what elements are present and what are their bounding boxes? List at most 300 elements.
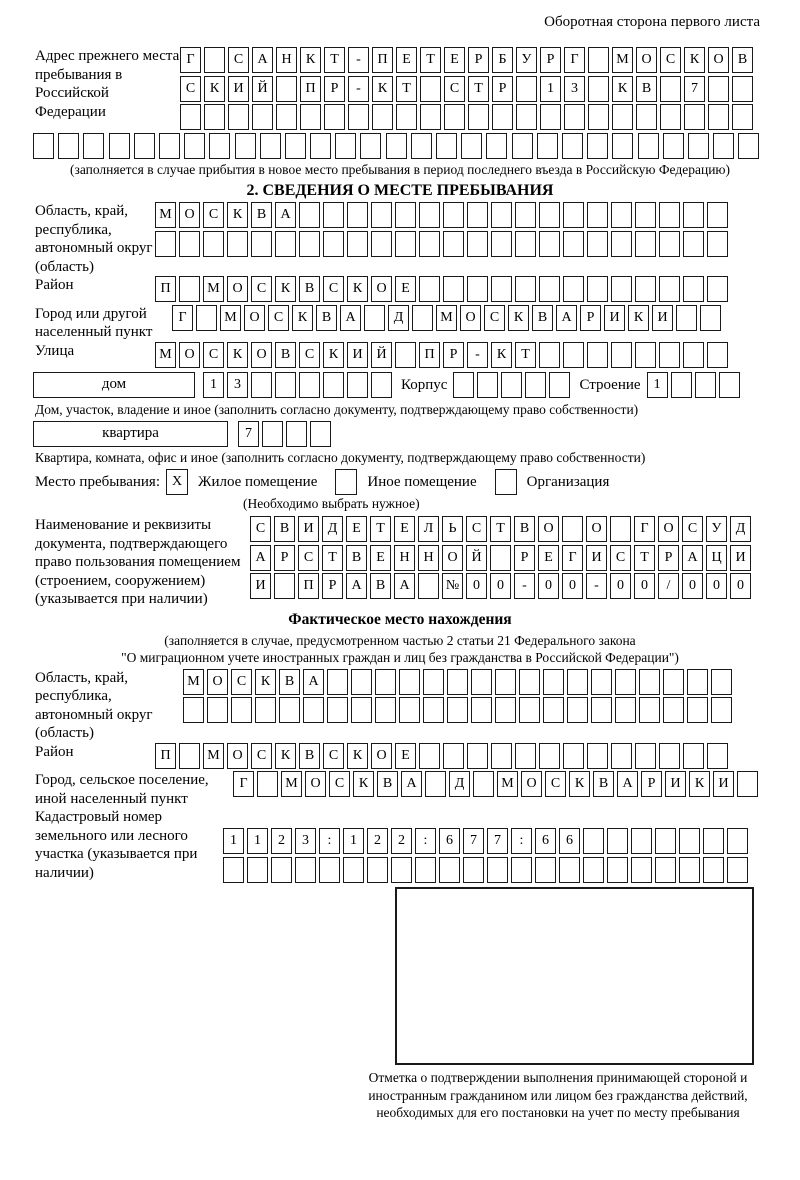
form-cell[interactable] bbox=[276, 104, 297, 130]
form-cell[interactable]: 7 bbox=[238, 421, 259, 447]
form-cell[interactable]: К bbox=[275, 276, 296, 302]
form-cell[interactable] bbox=[310, 421, 331, 447]
form-cell[interactable] bbox=[559, 857, 580, 883]
form-cell[interactable]: С bbox=[299, 342, 320, 368]
form-cell[interactable] bbox=[347, 372, 368, 398]
form-cell[interactable] bbox=[607, 828, 628, 854]
form-cell[interactable] bbox=[564, 104, 585, 130]
form-cell[interactable] bbox=[679, 857, 700, 883]
form-cell[interactable]: 1 bbox=[540, 76, 561, 102]
form-cell[interactable] bbox=[543, 697, 564, 723]
form-cell[interactable]: А bbox=[394, 573, 415, 599]
form-cell[interactable] bbox=[299, 202, 320, 228]
form-cell[interactable] bbox=[516, 76, 537, 102]
form-cell[interactable] bbox=[348, 104, 369, 130]
form-cell[interactable] bbox=[495, 697, 516, 723]
form-cell[interactable] bbox=[635, 276, 656, 302]
form-cell[interactable] bbox=[477, 372, 498, 398]
form-cell[interactable] bbox=[708, 104, 729, 130]
form-cell[interactable]: Е bbox=[346, 516, 367, 542]
form-cell[interactable] bbox=[371, 202, 392, 228]
form-cell[interactable]: 7 bbox=[684, 76, 705, 102]
form-cell[interactable]: П bbox=[300, 76, 321, 102]
form-cell[interactable]: К bbox=[684, 47, 705, 73]
form-cell[interactable] bbox=[395, 342, 416, 368]
form-cell[interactable] bbox=[399, 669, 420, 695]
form-cell[interactable]: А bbox=[556, 305, 577, 331]
form-cell[interactable]: И bbox=[665, 771, 686, 797]
form-cell[interactable]: В bbox=[532, 305, 553, 331]
form-cell[interactable]: И bbox=[586, 545, 607, 571]
form-cell[interactable]: Р bbox=[540, 47, 561, 73]
form-cell[interactable]: 0 bbox=[634, 573, 655, 599]
form-cell[interactable] bbox=[467, 276, 488, 302]
form-cell[interactable] bbox=[467, 231, 488, 257]
form-cell[interactable]: - bbox=[586, 573, 607, 599]
form-cell[interactable] bbox=[738, 133, 759, 159]
form-cell[interactable]: Т bbox=[324, 47, 345, 73]
form-cell[interactable] bbox=[372, 104, 393, 130]
form-cell[interactable] bbox=[375, 697, 396, 723]
form-cell[interactable] bbox=[155, 231, 176, 257]
form-cell[interactable] bbox=[611, 202, 632, 228]
form-cell[interactable]: О bbox=[251, 342, 272, 368]
form-cell[interactable]: А bbox=[340, 305, 361, 331]
form-cell[interactable]: В bbox=[370, 573, 391, 599]
form-cell[interactable]: А bbox=[682, 545, 703, 571]
form-cell[interactable]: К bbox=[508, 305, 529, 331]
form-cell[interactable] bbox=[707, 231, 728, 257]
form-cell[interactable]: А bbox=[275, 202, 296, 228]
form-cell[interactable] bbox=[375, 669, 396, 695]
form-cell[interactable] bbox=[492, 104, 513, 130]
form-cell[interactable] bbox=[134, 133, 155, 159]
form-cell[interactable]: 1 bbox=[223, 828, 244, 854]
form-cell[interactable] bbox=[420, 76, 441, 102]
form-cell[interactable]: А bbox=[250, 545, 271, 571]
form-cell[interactable] bbox=[703, 857, 724, 883]
form-cell[interactable] bbox=[549, 372, 570, 398]
form-cell[interactable]: Г bbox=[562, 545, 583, 571]
form-cell[interactable] bbox=[467, 743, 488, 769]
form-cell[interactable] bbox=[676, 305, 697, 331]
form-cell[interactable]: 6 bbox=[559, 828, 580, 854]
form-cell[interactable] bbox=[515, 743, 536, 769]
form-cell[interactable] bbox=[687, 669, 708, 695]
form-cell[interactable] bbox=[419, 743, 440, 769]
form-cell[interactable] bbox=[615, 697, 636, 723]
form-cell[interactable] bbox=[295, 857, 316, 883]
form-cell[interactable]: В bbox=[279, 669, 300, 695]
form-cell[interactable]: С bbox=[251, 276, 272, 302]
form-cell[interactable] bbox=[453, 372, 474, 398]
form-cell[interactable]: В bbox=[274, 516, 295, 542]
form-cell[interactable]: К bbox=[569, 771, 590, 797]
form-cell[interactable] bbox=[180, 104, 201, 130]
form-cell[interactable] bbox=[588, 47, 609, 73]
form-cell[interactable] bbox=[708, 76, 729, 102]
form-cell[interactable] bbox=[543, 669, 564, 695]
form-cell[interactable] bbox=[399, 697, 420, 723]
form-cell[interactable] bbox=[683, 202, 704, 228]
form-cell[interactable]: В bbox=[275, 342, 296, 368]
form-cell[interactable] bbox=[209, 133, 230, 159]
form-cell[interactable]: Г bbox=[564, 47, 585, 73]
form-cell[interactable]: Н bbox=[394, 545, 415, 571]
form-cell[interactable] bbox=[347, 231, 368, 257]
form-cell[interactable] bbox=[631, 857, 652, 883]
form-cell[interactable]: Р bbox=[580, 305, 601, 331]
form-cell[interactable]: Е bbox=[396, 47, 417, 73]
stay-type-checkbox-organization[interactable] bbox=[495, 469, 517, 495]
form-cell[interactable]: Е bbox=[444, 47, 465, 73]
form-cell[interactable] bbox=[683, 342, 704, 368]
form-cell[interactable] bbox=[707, 342, 728, 368]
form-cell[interactable]: С bbox=[545, 771, 566, 797]
form-cell[interactable] bbox=[227, 231, 248, 257]
form-cell[interactable] bbox=[687, 697, 708, 723]
form-cell[interactable] bbox=[659, 743, 680, 769]
form-cell[interactable] bbox=[179, 276, 200, 302]
form-cell[interactable]: 7 bbox=[487, 828, 508, 854]
form-cell[interactable]: С bbox=[180, 76, 201, 102]
form-cell[interactable]: С bbox=[660, 47, 681, 73]
form-cell[interactable] bbox=[631, 828, 652, 854]
form-cell[interactable]: Г bbox=[180, 47, 201, 73]
form-cell[interactable]: С bbox=[268, 305, 289, 331]
form-cell[interactable] bbox=[703, 828, 724, 854]
form-cell[interactable]: 0 bbox=[490, 573, 511, 599]
form-cell[interactable] bbox=[423, 697, 444, 723]
form-cell[interactable]: П bbox=[419, 342, 440, 368]
form-cell[interactable]: С bbox=[298, 545, 319, 571]
apartment-type-box[interactable]: квартира bbox=[33, 421, 228, 447]
form-cell[interactable] bbox=[279, 697, 300, 723]
form-cell[interactable] bbox=[420, 104, 441, 130]
form-cell[interactable] bbox=[235, 133, 256, 159]
form-cell[interactable] bbox=[727, 857, 748, 883]
form-cell[interactable]: 3 bbox=[227, 372, 248, 398]
form-cell[interactable]: / bbox=[658, 573, 679, 599]
form-cell[interactable] bbox=[443, 202, 464, 228]
form-cell[interactable]: П bbox=[155, 276, 176, 302]
form-cell[interactable]: С bbox=[228, 47, 249, 73]
form-cell[interactable] bbox=[537, 133, 558, 159]
form-cell[interactable]: 0 bbox=[682, 573, 703, 599]
form-cell[interactable]: С bbox=[323, 743, 344, 769]
form-cell[interactable]: О bbox=[371, 276, 392, 302]
form-cell[interactable]: С bbox=[203, 342, 224, 368]
form-cell[interactable]: 1 bbox=[647, 372, 668, 398]
form-cell[interactable]: Т bbox=[468, 76, 489, 102]
form-cell[interactable] bbox=[203, 231, 224, 257]
form-cell[interactable]: В bbox=[251, 202, 272, 228]
form-cell[interactable]: 0 bbox=[706, 573, 727, 599]
form-cell[interactable]: С bbox=[250, 516, 271, 542]
form-cell[interactable]: 2 bbox=[367, 828, 388, 854]
form-cell[interactable]: С bbox=[444, 76, 465, 102]
form-cell[interactable]: М bbox=[612, 47, 633, 73]
form-cell[interactable] bbox=[587, 202, 608, 228]
form-cell[interactable] bbox=[386, 133, 407, 159]
form-cell[interactable] bbox=[255, 697, 276, 723]
form-cell[interactable] bbox=[587, 133, 608, 159]
form-cell[interactable] bbox=[323, 372, 344, 398]
form-cell[interactable]: О bbox=[658, 516, 679, 542]
form-cell[interactable]: 6 bbox=[439, 828, 460, 854]
form-cell[interactable] bbox=[247, 857, 268, 883]
form-cell[interactable] bbox=[515, 276, 536, 302]
form-cell[interactable]: 3 bbox=[564, 76, 585, 102]
form-cell[interactable] bbox=[495, 669, 516, 695]
form-cell[interactable] bbox=[183, 697, 204, 723]
form-cell[interactable]: Б bbox=[492, 47, 513, 73]
form-cell[interactable]: О bbox=[442, 545, 463, 571]
form-cell[interactable]: 1 bbox=[203, 372, 224, 398]
form-cell[interactable]: Д bbox=[322, 516, 343, 542]
form-cell[interactable]: 0 bbox=[538, 573, 559, 599]
form-cell[interactable]: С bbox=[682, 516, 703, 542]
form-cell[interactable] bbox=[360, 133, 381, 159]
form-cell[interactable] bbox=[610, 516, 631, 542]
form-cell[interactable]: 0 bbox=[610, 573, 631, 599]
form-cell[interactable]: С bbox=[484, 305, 505, 331]
form-cell[interactable] bbox=[286, 421, 307, 447]
form-cell[interactable]: М bbox=[436, 305, 457, 331]
form-cell[interactable] bbox=[612, 104, 633, 130]
form-cell[interactable]: М bbox=[183, 669, 204, 695]
form-cell[interactable]: Е bbox=[394, 516, 415, 542]
form-cell[interactable] bbox=[659, 202, 680, 228]
form-cell[interactable] bbox=[223, 857, 244, 883]
form-cell[interactable] bbox=[252, 104, 273, 130]
form-cell[interactable] bbox=[539, 342, 560, 368]
form-cell[interactable] bbox=[285, 133, 306, 159]
form-cell[interactable]: 2 bbox=[271, 828, 292, 854]
form-cell[interactable]: - bbox=[348, 47, 369, 73]
form-cell[interactable] bbox=[655, 857, 676, 883]
form-cell[interactable] bbox=[179, 743, 200, 769]
form-cell[interactable] bbox=[540, 104, 561, 130]
form-cell[interactable] bbox=[207, 697, 228, 723]
form-cell[interactable]: 0 bbox=[562, 573, 583, 599]
form-cell[interactable]: И bbox=[604, 305, 625, 331]
form-cell[interactable] bbox=[607, 857, 628, 883]
form-cell[interactable]: 7 bbox=[463, 828, 484, 854]
form-cell[interactable] bbox=[343, 857, 364, 883]
form-cell[interactable] bbox=[310, 133, 331, 159]
form-cell[interactable] bbox=[231, 697, 252, 723]
form-cell[interactable] bbox=[587, 743, 608, 769]
form-cell[interactable]: О bbox=[708, 47, 729, 73]
form-cell[interactable] bbox=[412, 305, 433, 331]
form-cell[interactable] bbox=[563, 342, 584, 368]
form-cell[interactable]: О bbox=[179, 202, 200, 228]
form-cell[interactable]: О bbox=[305, 771, 326, 797]
form-cell[interactable] bbox=[511, 857, 532, 883]
form-cell[interactable] bbox=[447, 669, 468, 695]
form-cell[interactable]: А bbox=[346, 573, 367, 599]
form-cell[interactable]: Р bbox=[322, 573, 343, 599]
form-cell[interactable]: И bbox=[652, 305, 673, 331]
form-cell[interactable] bbox=[257, 771, 278, 797]
form-cell[interactable]: М bbox=[497, 771, 518, 797]
form-cell[interactable] bbox=[539, 276, 560, 302]
form-cell[interactable]: М bbox=[155, 342, 176, 368]
form-cell[interactable]: И bbox=[298, 516, 319, 542]
form-cell[interactable] bbox=[491, 743, 512, 769]
form-cell[interactable]: Н bbox=[276, 47, 297, 73]
form-cell[interactable] bbox=[688, 133, 709, 159]
form-cell[interactable] bbox=[683, 231, 704, 257]
form-cell[interactable]: В bbox=[299, 743, 320, 769]
form-cell[interactable] bbox=[184, 133, 205, 159]
form-cell[interactable] bbox=[83, 133, 104, 159]
form-cell[interactable]: Р bbox=[514, 545, 535, 571]
form-cell[interactable] bbox=[303, 697, 324, 723]
form-cell[interactable] bbox=[611, 743, 632, 769]
form-cell[interactable]: Р bbox=[492, 76, 513, 102]
form-cell[interactable] bbox=[732, 104, 753, 130]
form-cell[interactable] bbox=[707, 743, 728, 769]
form-cell[interactable] bbox=[443, 743, 464, 769]
form-cell[interactable] bbox=[491, 231, 512, 257]
form-cell[interactable] bbox=[711, 669, 732, 695]
form-cell[interactable] bbox=[351, 669, 372, 695]
form-cell[interactable] bbox=[204, 47, 225, 73]
form-cell[interactable]: Й bbox=[252, 76, 273, 102]
form-cell[interactable]: 0 bbox=[730, 573, 751, 599]
form-cell[interactable] bbox=[635, 202, 656, 228]
form-cell[interactable] bbox=[732, 76, 753, 102]
form-cell[interactable]: О bbox=[179, 342, 200, 368]
form-cell[interactable] bbox=[491, 202, 512, 228]
form-cell[interactable] bbox=[275, 372, 296, 398]
form-cell[interactable]: О bbox=[207, 669, 228, 695]
form-cell[interactable] bbox=[33, 133, 54, 159]
form-cell[interactable]: Р bbox=[443, 342, 464, 368]
form-cell[interactable] bbox=[444, 104, 465, 130]
form-cell[interactable] bbox=[636, 104, 657, 130]
form-cell[interactable] bbox=[563, 231, 584, 257]
form-cell[interactable] bbox=[583, 857, 604, 883]
form-cell[interactable]: О bbox=[586, 516, 607, 542]
form-cell[interactable] bbox=[635, 231, 656, 257]
form-cell[interactable] bbox=[473, 771, 494, 797]
form-cell[interactable] bbox=[324, 104, 345, 130]
form-cell[interactable] bbox=[274, 573, 295, 599]
form-cell[interactable] bbox=[535, 857, 556, 883]
form-cell[interactable]: Н bbox=[418, 545, 439, 571]
form-cell[interactable] bbox=[109, 133, 130, 159]
form-cell[interactable] bbox=[588, 76, 609, 102]
form-cell[interactable] bbox=[615, 669, 636, 695]
form-cell[interactable] bbox=[562, 516, 583, 542]
form-cell[interactable] bbox=[396, 104, 417, 130]
form-cell[interactable]: С bbox=[251, 743, 272, 769]
form-cell[interactable] bbox=[58, 133, 79, 159]
form-cell[interactable] bbox=[519, 669, 540, 695]
form-cell[interactable]: П bbox=[155, 743, 176, 769]
form-cell[interactable]: Т bbox=[396, 76, 417, 102]
form-cell[interactable]: В bbox=[593, 771, 614, 797]
form-cell[interactable] bbox=[439, 857, 460, 883]
house-type-box[interactable]: дом bbox=[33, 372, 195, 398]
form-cell[interactable] bbox=[611, 276, 632, 302]
form-cell[interactable]: Е bbox=[538, 545, 559, 571]
stay-type-checkbox-residential[interactable]: X bbox=[166, 469, 188, 495]
form-cell[interactable] bbox=[391, 857, 412, 883]
form-cell[interactable] bbox=[347, 202, 368, 228]
form-cell[interactable] bbox=[436, 133, 457, 159]
form-cell[interactable]: : bbox=[415, 828, 436, 854]
form-cell[interactable]: К bbox=[347, 276, 368, 302]
form-cell[interactable]: И bbox=[347, 342, 368, 368]
form-cell[interactable]: Т bbox=[515, 342, 536, 368]
form-cell[interactable] bbox=[364, 305, 385, 331]
form-cell[interactable] bbox=[447, 697, 468, 723]
form-cell[interactable]: С bbox=[466, 516, 487, 542]
form-cell[interactable]: Г bbox=[634, 516, 655, 542]
form-cell[interactable]: В bbox=[514, 516, 535, 542]
form-cell[interactable] bbox=[659, 276, 680, 302]
form-cell[interactable]: М bbox=[203, 743, 224, 769]
form-cell[interactable]: О bbox=[371, 743, 392, 769]
form-cell[interactable] bbox=[659, 231, 680, 257]
form-cell[interactable]: С bbox=[203, 202, 224, 228]
form-cell[interactable]: 1 bbox=[247, 828, 268, 854]
form-cell[interactable] bbox=[515, 231, 536, 257]
form-cell[interactable] bbox=[663, 669, 684, 695]
form-cell[interactable] bbox=[683, 743, 704, 769]
form-cell[interactable] bbox=[251, 231, 272, 257]
form-cell[interactable] bbox=[679, 828, 700, 854]
form-cell[interactable] bbox=[411, 133, 432, 159]
form-cell[interactable] bbox=[695, 372, 716, 398]
form-cell[interactable] bbox=[563, 276, 584, 302]
form-cell[interactable]: Р bbox=[641, 771, 662, 797]
form-cell[interactable] bbox=[415, 857, 436, 883]
form-cell[interactable] bbox=[539, 202, 560, 228]
form-cell[interactable]: А bbox=[252, 47, 273, 73]
form-cell[interactable] bbox=[276, 76, 297, 102]
form-cell[interactable]: О bbox=[227, 276, 248, 302]
form-cell[interactable] bbox=[639, 697, 660, 723]
form-cell[interactable]: М bbox=[155, 202, 176, 228]
form-cell[interactable] bbox=[423, 669, 444, 695]
form-cell[interactable] bbox=[501, 372, 522, 398]
form-cell[interactable]: В bbox=[346, 545, 367, 571]
form-cell[interactable]: П bbox=[372, 47, 393, 73]
form-cell[interactable] bbox=[659, 342, 680, 368]
form-cell[interactable] bbox=[563, 743, 584, 769]
form-cell[interactable]: С bbox=[329, 771, 350, 797]
form-cell[interactable] bbox=[486, 133, 507, 159]
form-cell[interactable]: 6 bbox=[535, 828, 556, 854]
form-cell[interactable]: К bbox=[227, 202, 248, 228]
form-cell[interactable] bbox=[299, 231, 320, 257]
form-cell[interactable] bbox=[512, 133, 533, 159]
form-cell[interactable]: Д bbox=[730, 516, 751, 542]
form-cell[interactable] bbox=[737, 771, 758, 797]
form-cell[interactable]: С bbox=[610, 545, 631, 571]
form-cell[interactable] bbox=[335, 133, 356, 159]
form-cell[interactable]: И bbox=[250, 573, 271, 599]
form-cell[interactable] bbox=[563, 202, 584, 228]
form-cell[interactable]: 0 bbox=[466, 573, 487, 599]
form-cell[interactable]: У bbox=[516, 47, 537, 73]
form-cell[interactable] bbox=[367, 857, 388, 883]
